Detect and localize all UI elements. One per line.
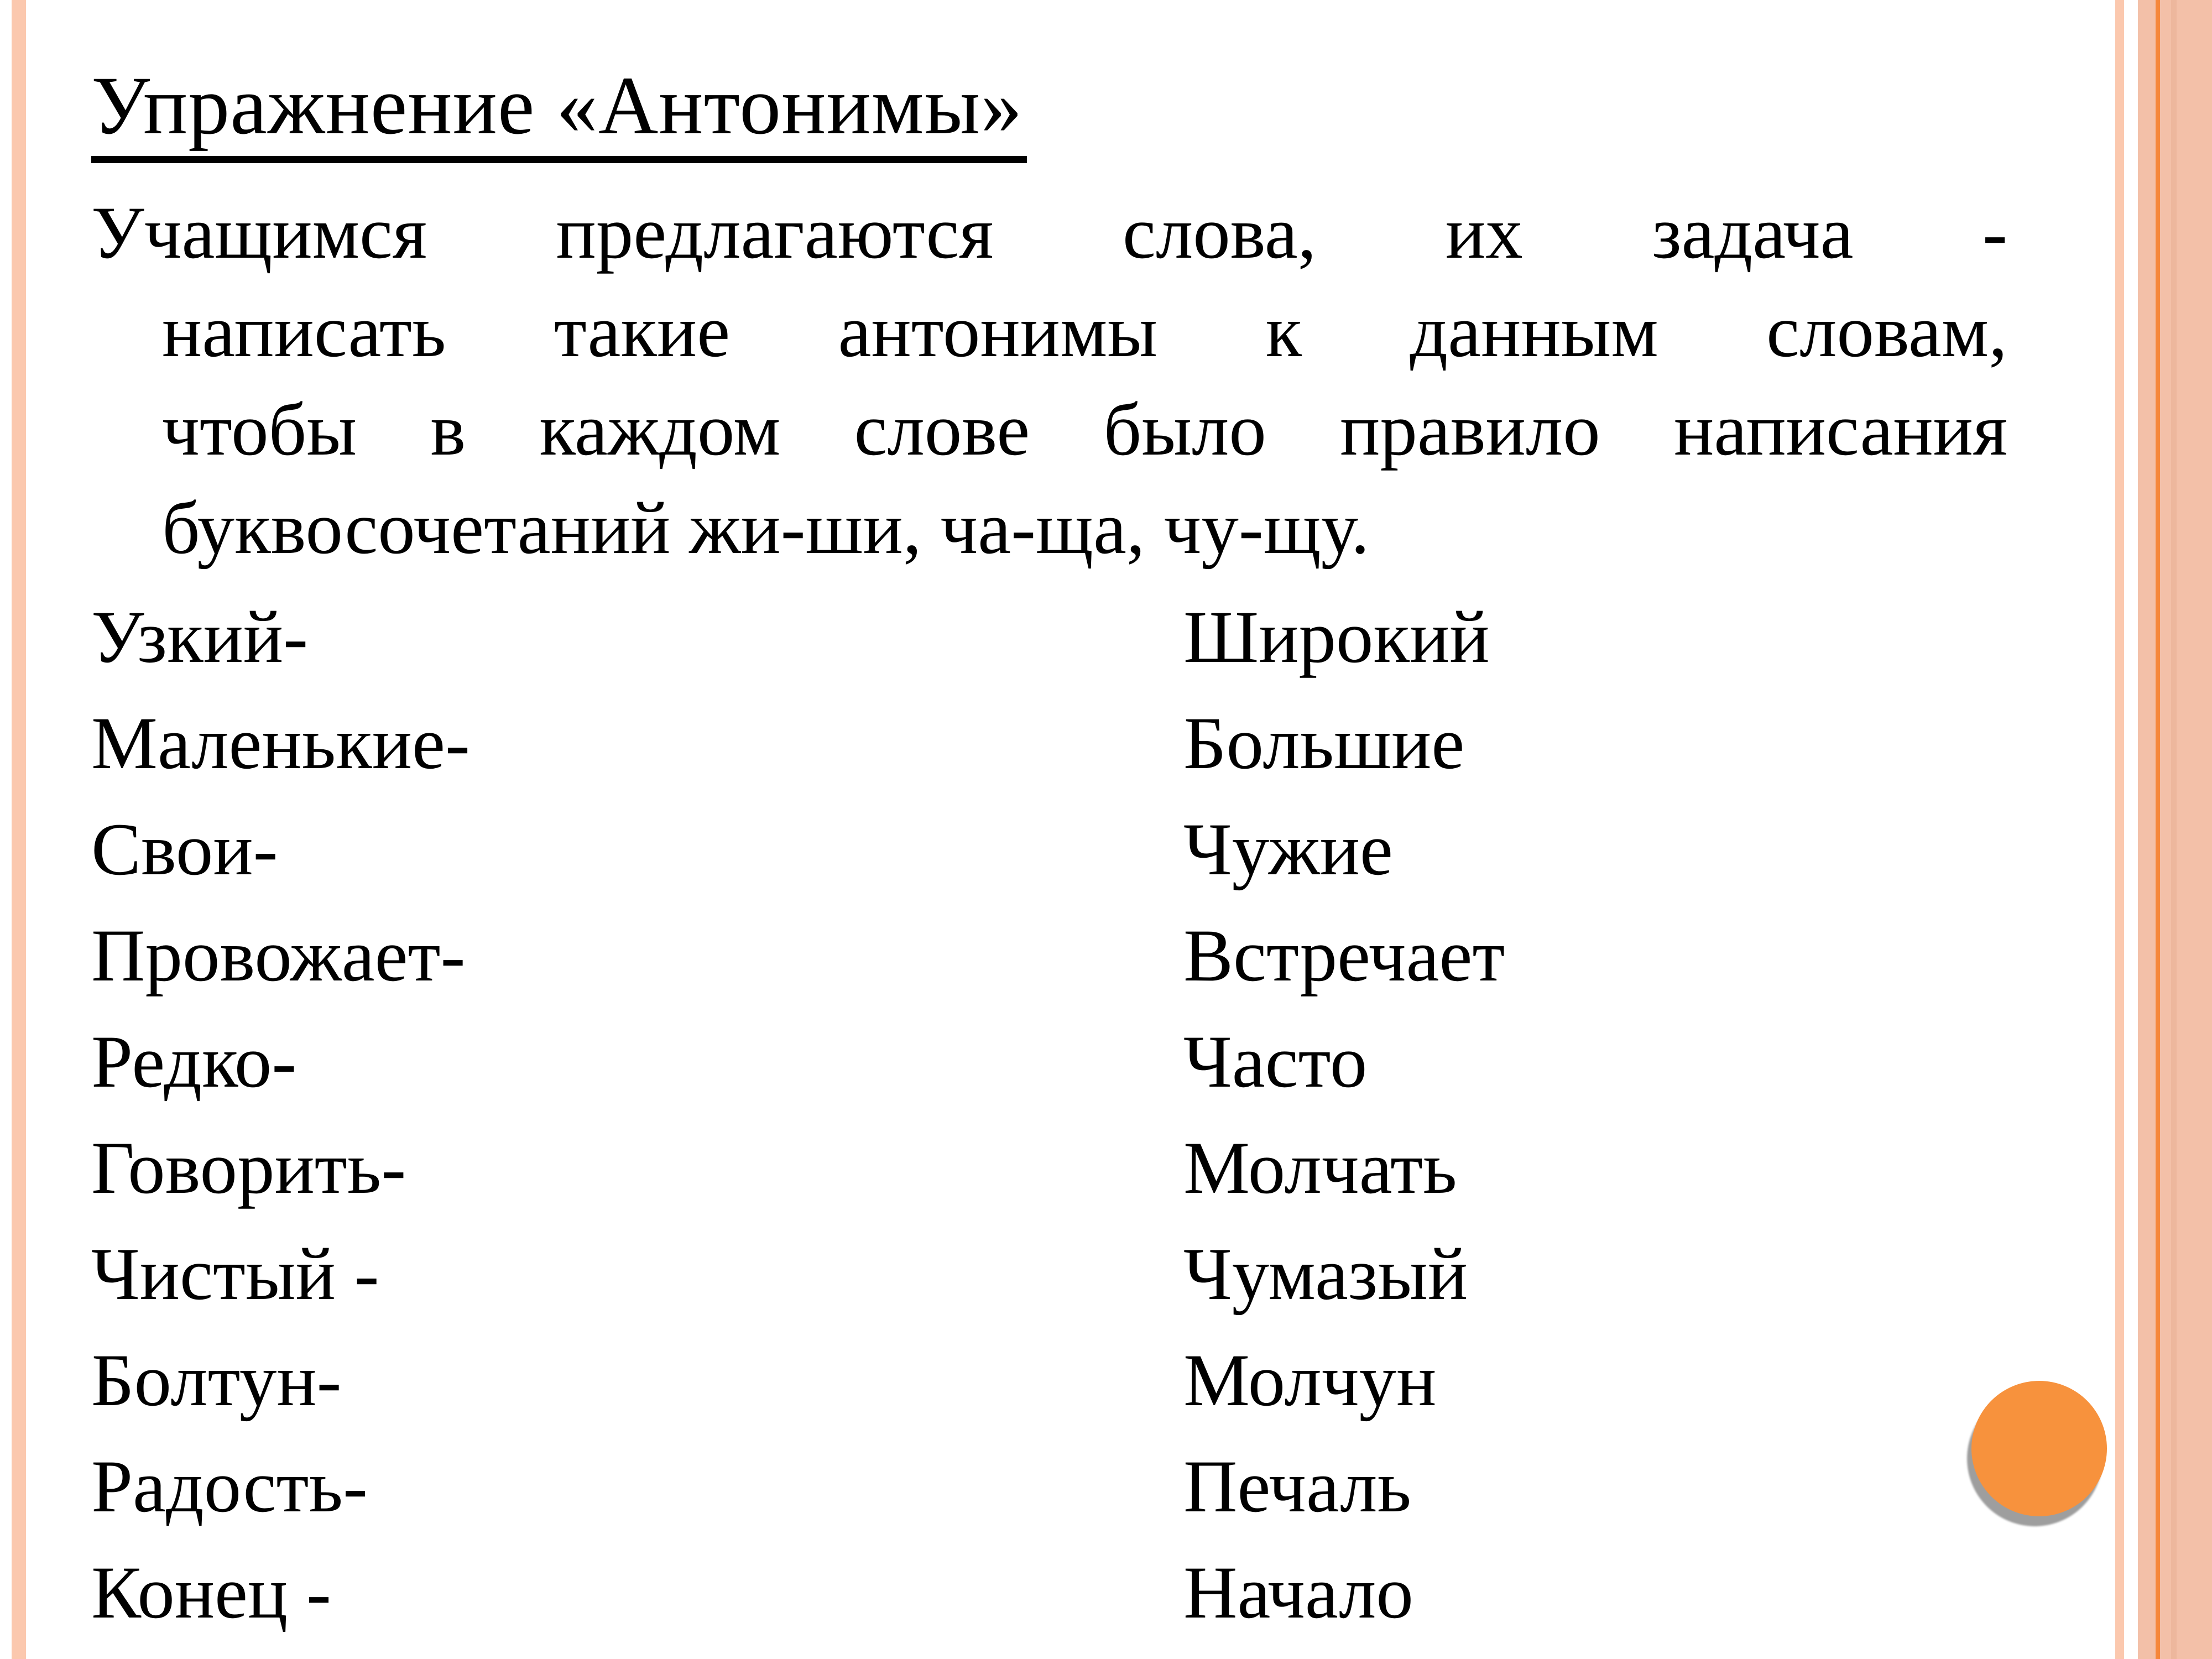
antonym-word: Молчун [1183,1339,1437,1422]
antonym-word: Начало [1183,1551,1413,1634]
pair-row [91,1540,2007,1646]
pair-row [91,585,2007,691]
antonym-word: Часто [1183,1020,1368,1103]
antonym-word: Широкий [1183,596,1490,679]
right-accent-band-substripe [2171,0,2177,1659]
source-word: Говорить- [91,1126,406,1209]
right-accent-stripe [2115,0,2124,1659]
antonym-word: Чумазый [1183,1233,1468,1316]
source-word: Маленькие- [91,702,470,785]
source-word: Радость- [91,1445,368,1528]
pair-row [91,1328,2007,1434]
antonym-word: Большие [1183,702,1465,785]
source-word: Редко- [91,1020,297,1103]
pair-row [91,1434,2007,1540]
antonym-word: Печаль [1183,1445,1411,1528]
pair-row [91,1115,2007,1222]
source-word: Провожает- [91,914,466,997]
pair-row [91,1009,2007,1115]
right-accent-orange-line [2156,0,2160,1659]
instruction-line: Учащимся предлагаются слова, их задача - [91,191,2007,274]
slide-content [91,58,2007,1646]
page-title: Упражнение «Антонимы» [91,58,1027,163]
source-word: Чистый - [91,1233,379,1316]
instruction-paragraph [91,184,2007,578]
left-accent-stripe [12,0,26,1659]
instruction-line: буквосочетаний жи-ши, ча-ща, чу-щу. [162,487,1370,570]
antonym-word: Встречает [1183,914,1505,997]
antonym-pairs-list [91,585,2007,1646]
antonym-word: Молчать [1183,1126,1457,1209]
source-word: Свои- [91,808,278,891]
pair-row [91,797,2007,903]
pair-row [91,903,2007,1009]
instruction-line: написать такие антонимы к данным словам, [162,290,2007,373]
pair-row [91,1222,2007,1328]
source-word: Конец - [91,1551,331,1634]
pair-row [91,691,2007,797]
right-accent-band [2138,0,2212,1659]
instruction-line: чтобы в каждом слове было правило написания [162,388,2007,471]
source-word: Болтун- [91,1339,342,1422]
antonym-word: Чужие [1183,808,1393,891]
source-word: Узкий- [91,596,309,679]
